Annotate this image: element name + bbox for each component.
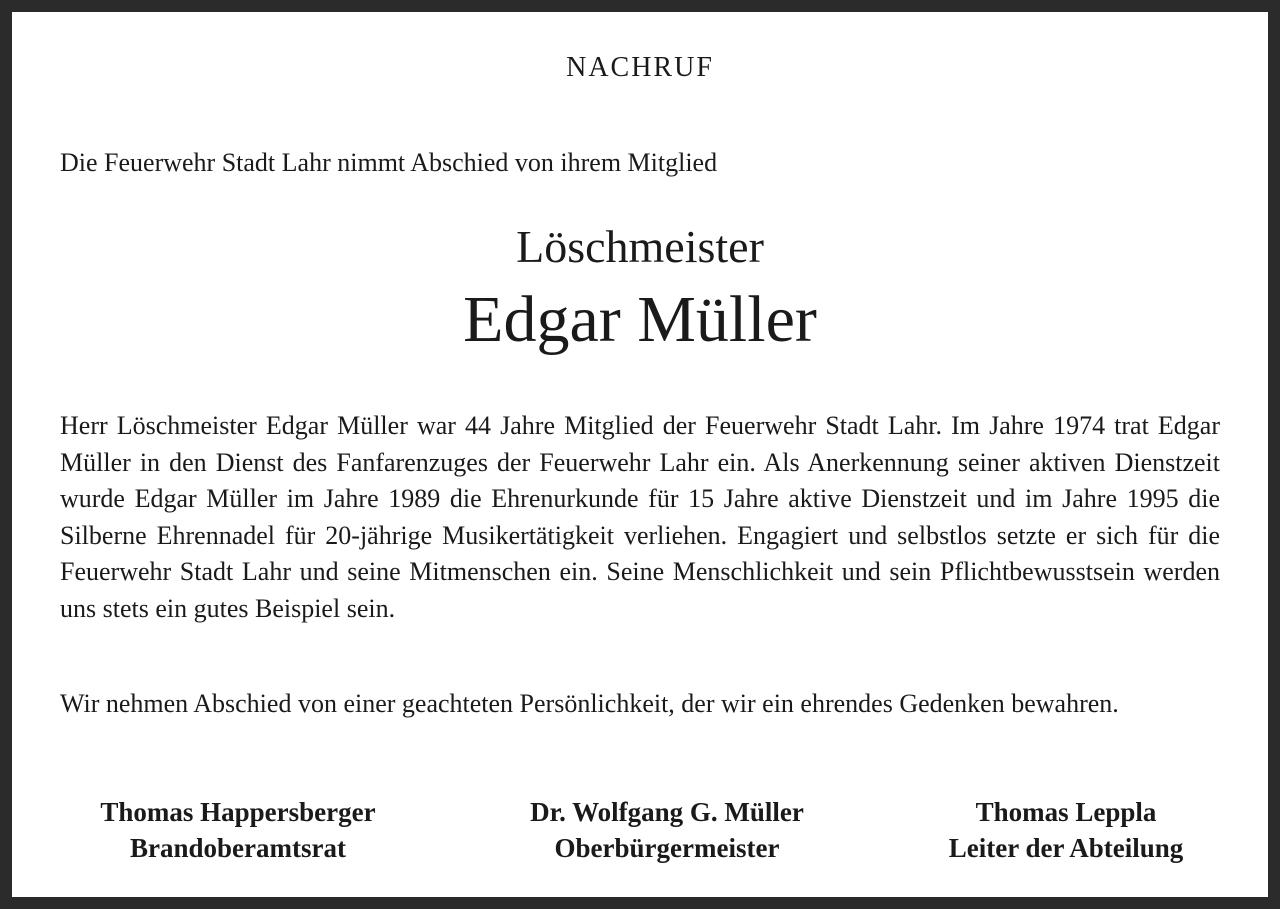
closing-paragraph: Wir nehmen Abschied von einer geachteten Persönlichkeit, der wir ein ehrendes Gedenken bewahren. (60, 689, 1119, 718)
signatory (60, 794, 416, 866)
signatory-title: Brandoberamtsrat (130, 833, 346, 863)
body-paragraph: Herr Löschmeister Edgar Müller war 44 Jahre Mitglied der Feuerwehr Stadt Lahr. Im Jahre 1974 trat Edgar Müller in den Dienst des Fanfarenzuges der Feuerwehr Lahr ein. Als Anerkennung seiner aktiven Dienstzeit wurde Edgar Müller im Jahre 1989 die Ehrenurkunde für 15 Jahre aktive Dienstzeit und im Jahre 1995 die Silberne Ehrennadel für 20-jährige Musikertätigkeit verliehen. Engagiert und selbstlos setzte er sich für die Feuerwehr Stadt Lahr und seine Mitmenschen ein. Seine Menschlichkeit und sein Pflichtbewusstsein werden uns stets ein gutes Beispiel sein. (60, 411, 1220, 623)
signatory (908, 794, 1224, 866)
signatory-name: Thomas Leppla (975, 797, 1157, 827)
signatory-name: Thomas Happersberger (100, 797, 376, 827)
signatory-name: Dr. Wolfgang G. Müller (530, 797, 804, 827)
intro-line: Die Feuerwehr Stadt Lahr nimmt Abschied von ihrem Mitglied (60, 148, 718, 177)
signatory-title: Oberbürgermeister (554, 833, 780, 863)
deceased-name: Edgar Müller (463, 283, 817, 356)
signatory-title: Leiter der Abteilung (948, 833, 1184, 863)
obituary-notice (12, 12, 1268, 897)
notice-heading: NACHRUF (566, 52, 714, 83)
signatory (482, 794, 852, 866)
deceased-rank: Löschmeister (516, 221, 764, 272)
